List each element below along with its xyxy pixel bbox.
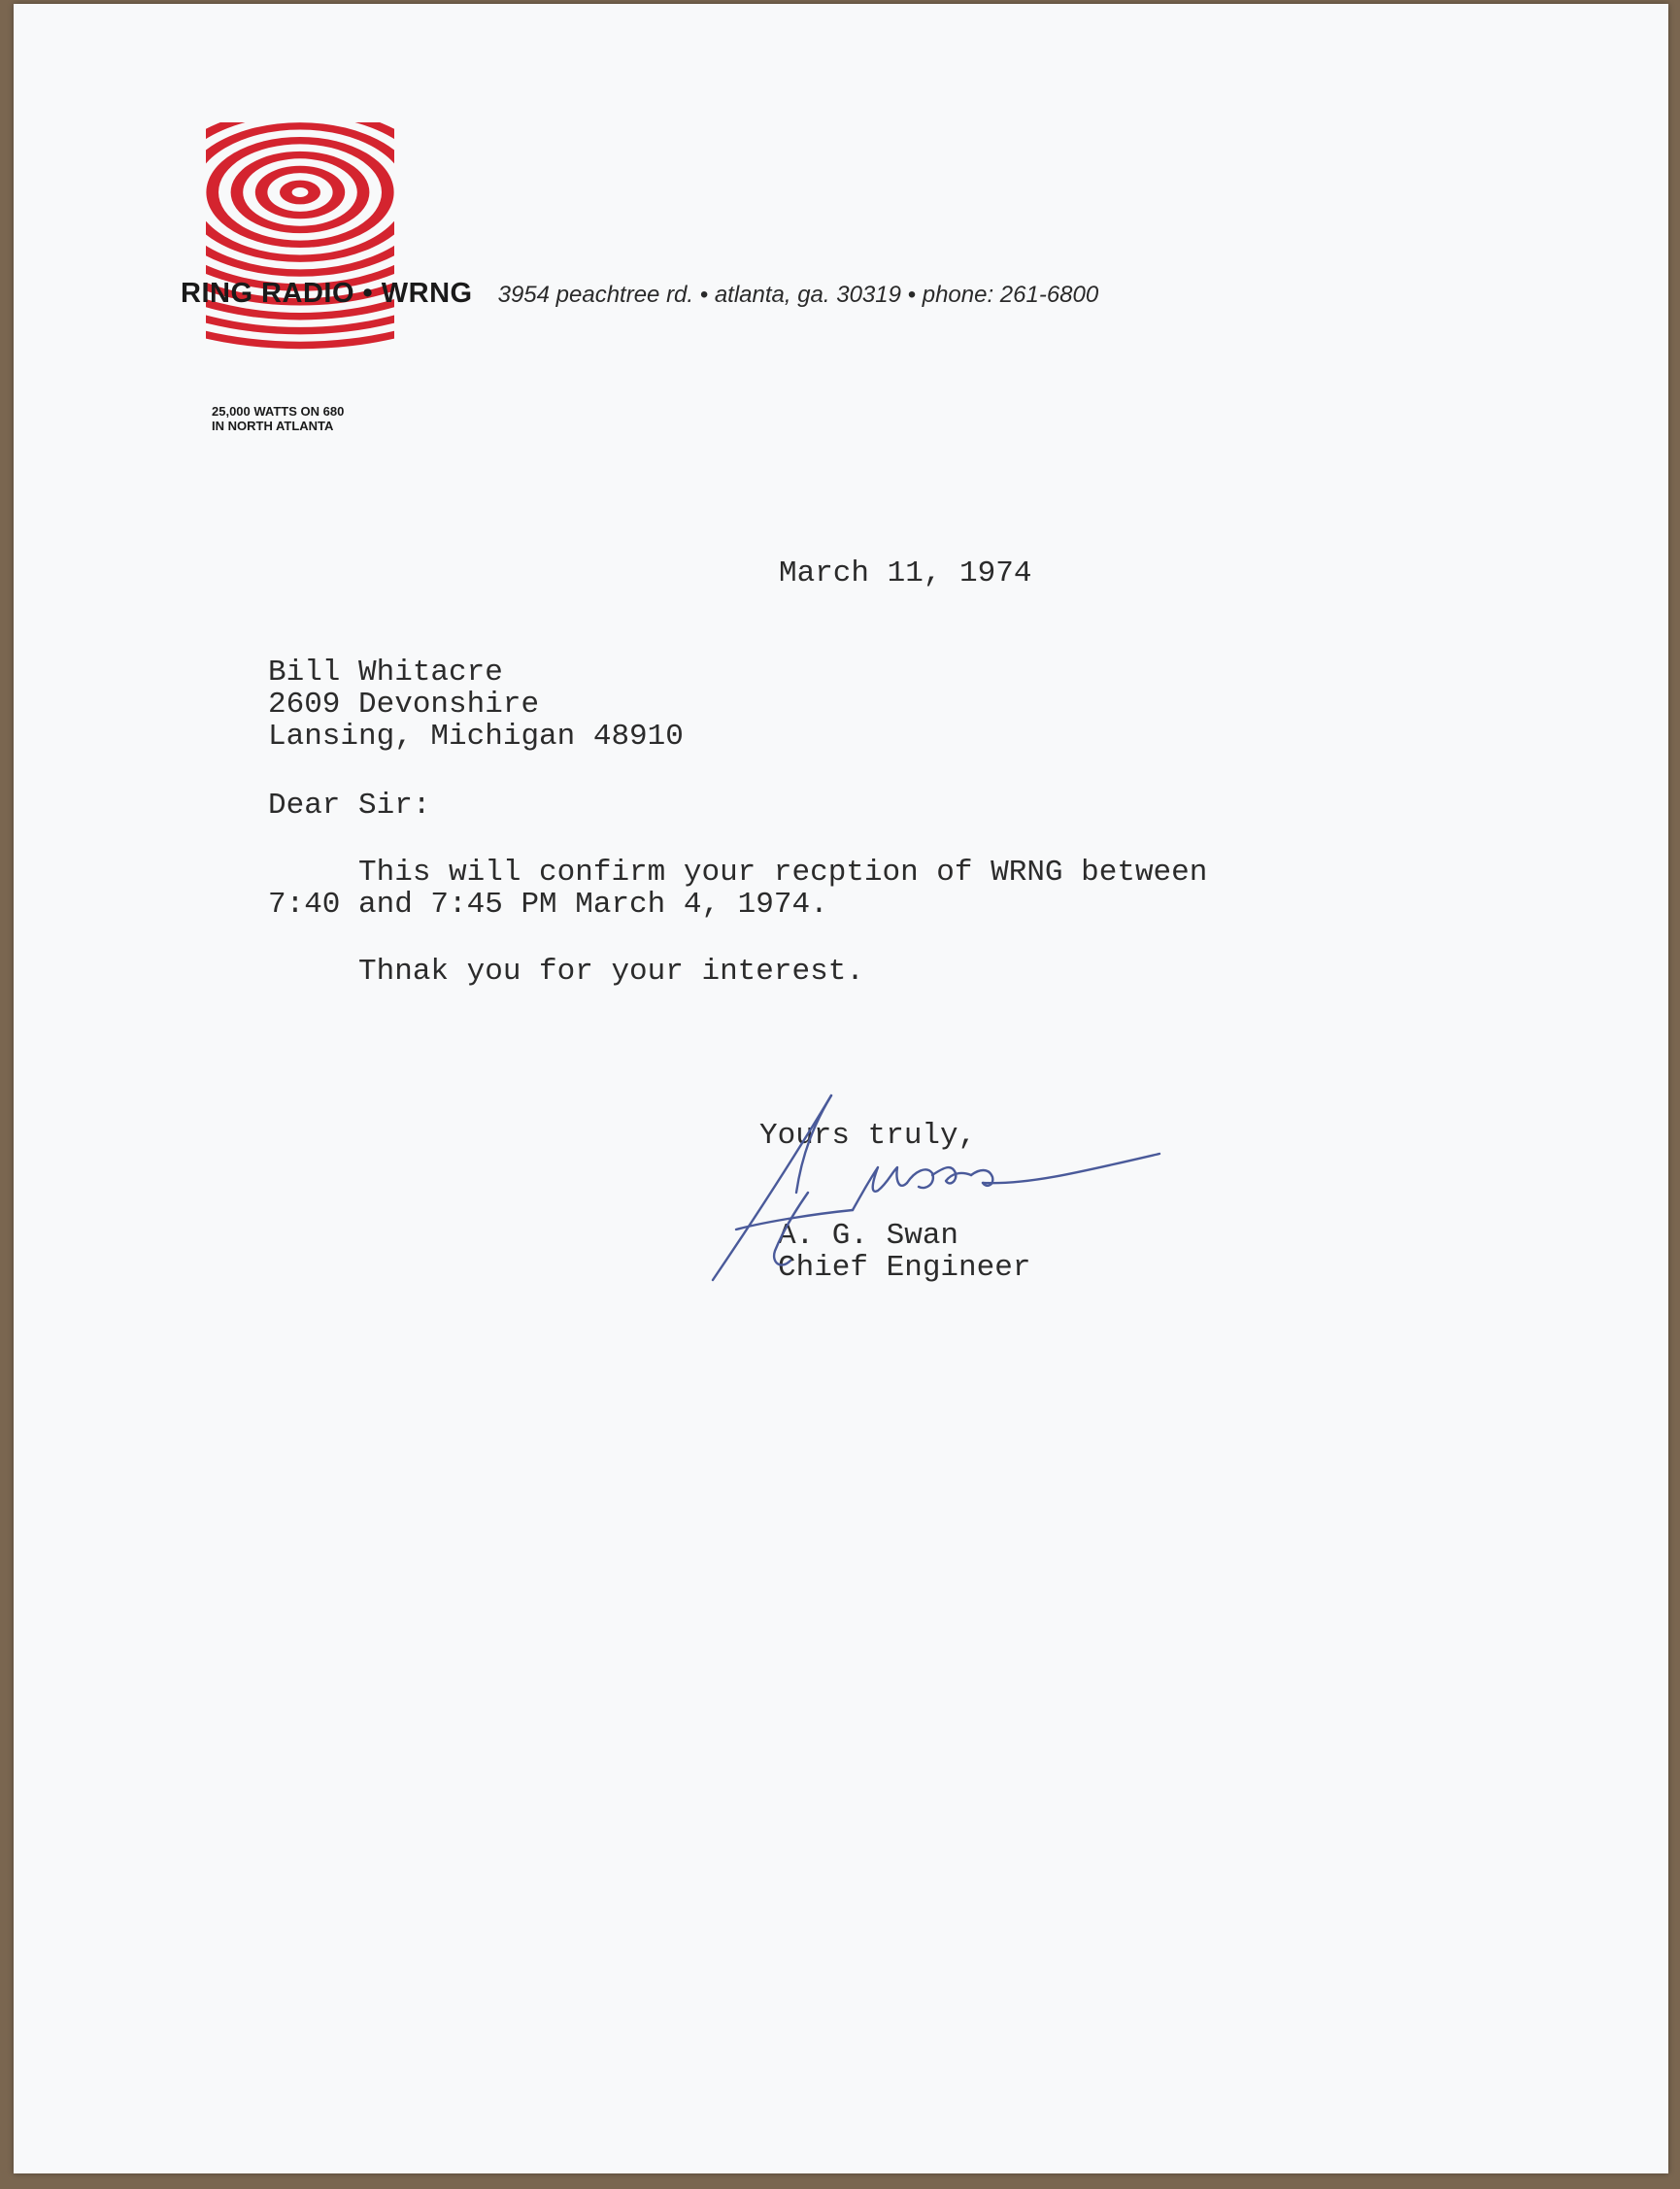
recipient-name: Bill Whitacre bbox=[268, 656, 503, 690]
logo-ring bbox=[292, 187, 309, 197]
station-address: 3954 peachtree rd. • atlanta, ga. 30319 • phone: 261-6800 bbox=[497, 282, 1099, 308]
recipient-street: 2609 Devonshire bbox=[268, 688, 540, 722]
station-name: RING RADIO • WRNG bbox=[181, 278, 473, 309]
body-line-1: This will confirm your recption of WRNG between bbox=[268, 856, 1208, 890]
salutation: Dear Sir: bbox=[268, 789, 431, 823]
body-paragraph-2: Thnak you for your interest. bbox=[268, 955, 864, 989]
handwritten-signature bbox=[707, 1086, 1163, 1290]
letter-date: March 11, 1974 bbox=[779, 556, 1032, 590]
recipient-city: Lansing, Michigan 48910 bbox=[268, 720, 684, 754]
body-line-2: 7:40 and 7:45 PM March 4, 1974. bbox=[268, 888, 828, 922]
signer-name: A. G. Swan bbox=[778, 1219, 959, 1253]
closing: Yours truly, bbox=[759, 1119, 977, 1153]
letterhead-line bbox=[181, 278, 1098, 310]
signer-title: Chief Engineer bbox=[778, 1251, 1031, 1285]
station-tagline: 25,000 WATTS ON 680 IN NORTH ATLANTA bbox=[212, 404, 345, 433]
ring-radio-logo bbox=[206, 122, 394, 375]
